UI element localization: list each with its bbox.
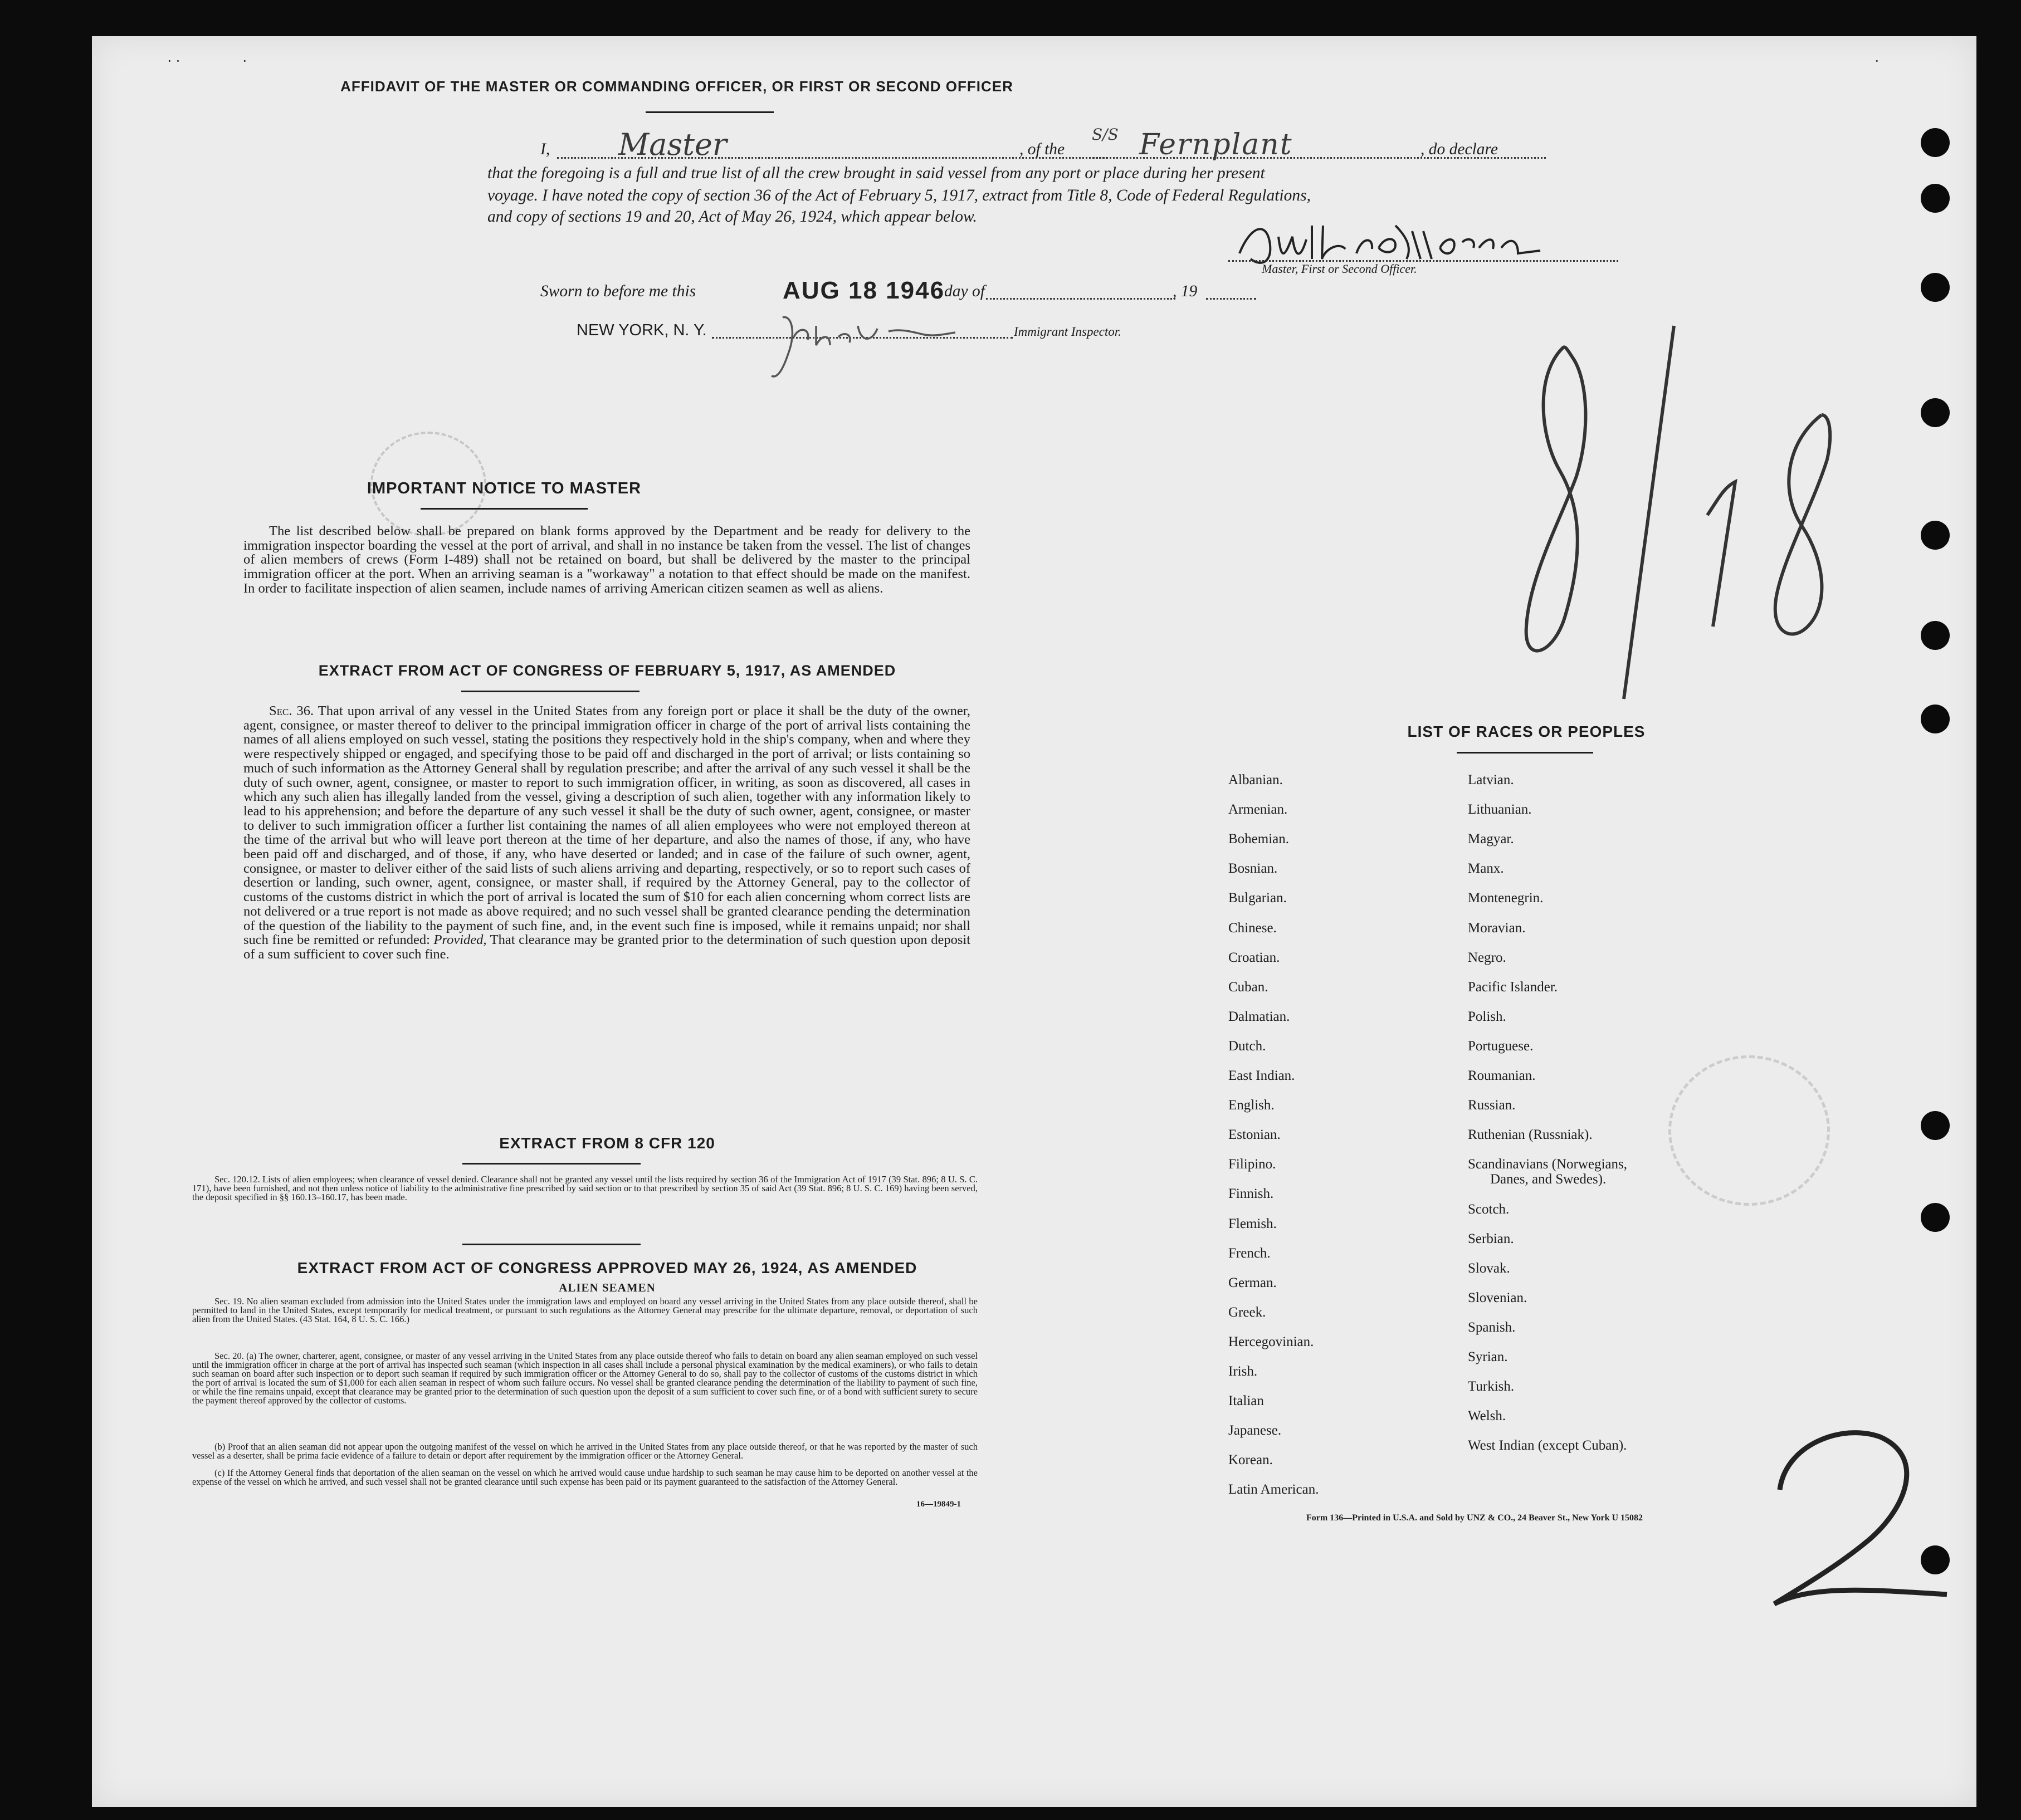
race-item: Bulgarian.	[1228, 891, 1287, 906]
race-item: Slovenian.	[1468, 1290, 1527, 1305]
race-item: Hercegovinian.	[1228, 1334, 1314, 1349]
binder-hole	[1921, 1111, 1950, 1140]
race-item: Magyar.	[1468, 831, 1514, 847]
affidavit-line-4: and copy of sections 19 and 20, Act of May 26, 1924, which appear below.	[487, 208, 977, 226]
date-stamp: AUG 18 1946	[783, 277, 945, 304]
form-code: 16—19849-1	[916, 1500, 961, 1509]
binder-hole	[1921, 704, 1950, 733]
race-item: Danes, and Swedes).	[1490, 1172, 1607, 1187]
race-item: Armenian.	[1228, 802, 1288, 818]
section-20a-text: Sec. 20. (a) The owner, charterer, agent, consignee, or master of any vessel arriving in the United States from any place outside thereof who fails to detain on board any alien seaman employed on such vessel until the immigration officer in charge at the port of arrival has inspected such seaman (which inspection in all cases shall include a personal physical examination by the medical examiners), or who fails to detain such seaman on board after such inspection or to deport such seaman if required by such immigration officer or the Attorney General to do so, shall pay to the collector of customs of the customs district in which the port of arrival is located the sum of $1,000 for each alien seaman in respect of whom such failure occurs. No vessel shall be granted clearance pending the determination of the liability to payment of such fine, or while the fine remains unpaid, except that clearance may be granted prior to the determination of such question upon the deposit of a sum sufficient to cover such fine, or of a bond with sufficient surety to secure the payment thereof approved by the collector of customs.	[192, 1351, 978, 1406]
race-item: Serbian.	[1468, 1231, 1514, 1246]
race-item: German.	[1228, 1275, 1277, 1290]
sworn-year: , 19	[1173, 282, 1198, 300]
affidavit-of-the: , of the	[1019, 140, 1065, 158]
document-sheet	[92, 36, 1976, 1807]
race-item: Finnish.	[1228, 1186, 1274, 1202]
race-item: Moravian.	[1468, 920, 1526, 936]
handwritten-vessel-prefix: S/S	[1092, 125, 1119, 144]
race-item: Welsh.	[1468, 1408, 1506, 1424]
act-1917-heading: EXTRACT FROM ACT OF CONGRESS OF FEBRUARY 5, 1917, AS AMENDED	[318, 662, 896, 679]
notice-heading: IMPORTANT NOTICE TO MASTER	[367, 480, 642, 497]
race-item: Italian	[1228, 1393, 1264, 1409]
affidavit-prefix: I,	[540, 140, 550, 158]
inspector-label: Immigrant Inspector.	[1014, 325, 1121, 339]
provided-word: Provided,	[433, 932, 487, 948]
race-item: Albanian.	[1228, 772, 1283, 787]
race-item: Negro.	[1468, 950, 1506, 965]
races-heading: LIST OF RACES OR PEOPLES	[1407, 723, 1646, 740]
margin-mark: ·	[242, 53, 247, 69]
race-item: Slovak.	[1468, 1260, 1510, 1276]
race-item: French.	[1228, 1245, 1271, 1261]
binder-hole	[1921, 273, 1950, 302]
race-item: Japanese.	[1228, 1423, 1282, 1439]
race-item: Croatian.	[1228, 950, 1280, 965]
faint-seal-stamp-right	[1668, 1055, 1830, 1206]
section-20c-text: (c) If the Attorney General finds that deportation of the alien seaman on the vessel on which he arrived would cause undue hardship to such seaman he may cause him to be deported on another vessel at the expense of the vessel on which he arrived, and such vessel shall not be granted clearance until such expense has been paid or its payment guaranteed to the satisfaction of the Attorney General.	[192, 1467, 978, 1487]
race-item: Pacific Islander.	[1468, 979, 1558, 995]
month-blank	[986, 298, 1175, 300]
divider	[421, 508, 588, 510]
section-19-text: Sec. 19. No alien seaman excluded from admission into the United States under the immigration laws and employed on board any vessel arriving in the United States from any place outside thereof, shall be permitted to land in the United States, except temporarily for medical treatment, or pursuant to such regulations as the Attorney General may prescribe for the ultimate departure, removal, or deportation of such alien from the United States. (43 Stat. 164, 8 U. S. C. 166.)	[192, 1296, 978, 1324]
binder-hole	[1921, 398, 1950, 427]
race-item: Dutch.	[1228, 1038, 1266, 1054]
section-label: Sec. 36.	[269, 703, 314, 718]
race-item: Portuguese.	[1468, 1038, 1534, 1054]
affidavit-heading: AFFIDAVIT OF THE MASTER OR COMMANDING OFFICER, OR FIRST OR SECOND OFFICER	[340, 78, 1013, 95]
signature-label: Master, First or Second Officer.	[1262, 262, 1417, 276]
handwritten-vessel-name: Fernplant	[1139, 128, 1293, 162]
race-item: Lithuanian.	[1468, 802, 1532, 818]
place: NEW YORK, N. Y.	[577, 321, 707, 339]
race-item: Korean.	[1228, 1452, 1273, 1468]
sworn-day-of: day of	[944, 282, 985, 300]
act-1917-body	[243, 704, 970, 962]
margin-mark: ·	[1874, 53, 1880, 69]
affidavit-line-2: that the foregoing is a full and true list of all the crew brought in said vessel from any port or place during her present	[487, 164, 1265, 182]
binder-hole	[1921, 184, 1950, 213]
handwritten-page-number	[1763, 1406, 1975, 1618]
race-item: English.	[1228, 1098, 1275, 1113]
notice-body: The list described below shall be prepared on blank forms approved by the Department and be ready for delivery to the immigration inspector boarding the vessel at the port of arrival, and shall in no instance be taken from the vessel. The list of changes of alien members of crews (Form I-489) shall not be retained on board, but shall be delivered by the master to the principal immigration officer at the port. When an arriving seaman is a "workaway" a notation to that effect should be made on the manifest. In order to facilitate inspection of alien seamen, include names of arriving American citizen seamen as well as aliens.	[243, 524, 970, 596]
cfr-body: Sec. 120.12. Lists of alien employees; when clearance of vessel denied. Clearance shall not be granted any vessel until the lists required by section 36 of the Immigration Act of 1917 (39 Stat. 896; 8 U. S. C. 171), have been furnished, and not then unless notice of liability to the administrative fine prescribed by said section or to that prescribed by section 35 of said Act (39 Stat. 896; 8 U. S. C. 169) having been served, the deposit specified in §§ 160.13–160.17, has been made.	[192, 1174, 978, 1202]
race-item: Polish.	[1468, 1009, 1506, 1024]
margin-mark: · ·	[167, 53, 180, 69]
binder-hole	[1921, 521, 1950, 550]
section-36-text-end: That clearance may be granted prior to the determination of such question upon deposit of a sum sufficient to cover such fine.	[243, 932, 971, 962]
divider	[461, 691, 640, 692]
sworn-prefix: Sworn to before me this	[540, 282, 696, 300]
race-item: Filipino.	[1228, 1157, 1276, 1172]
race-item: Turkish.	[1468, 1379, 1515, 1395]
race-item: West Indian (except Cuban).	[1468, 1438, 1627, 1454]
race-item: Cuban.	[1228, 979, 1268, 995]
year-blank	[1206, 298, 1256, 300]
act-1924-subheading: ALIEN SEAMEN	[559, 1281, 656, 1294]
binder-hole	[1921, 1203, 1950, 1232]
divider	[462, 1244, 641, 1245]
divider	[646, 111, 774, 113]
race-item: Bosnian.	[1228, 861, 1278, 877]
binder-hole	[1921, 128, 1950, 157]
race-item: Latvian.	[1468, 772, 1514, 787]
binder-hole	[1921, 621, 1950, 650]
race-item: Irish.	[1228, 1364, 1258, 1379]
race-item: Russian.	[1468, 1098, 1516, 1113]
race-item: Syrian.	[1468, 1349, 1508, 1364]
race-item: Latin American.	[1228, 1482, 1319, 1498]
divider	[1457, 752, 1593, 754]
act-1924-heading: EXTRACT FROM ACT OF CONGRESS APPROVED MAY 26, 1924, AS AMENDED	[297, 1259, 917, 1276]
race-item: Montenegrin.	[1468, 891, 1544, 906]
handwritten-date-mark	[1457, 315, 1874, 704]
affidavit-declare: , do declare	[1420, 140, 1498, 158]
form-footer: Form 136—Printed in U.S.A. and Sold by UNZ & CO., 24 Beaver St., New York U 15082	[1306, 1513, 1643, 1523]
race-item: Flemish.	[1228, 1216, 1277, 1231]
race-item: Estonian.	[1228, 1127, 1281, 1143]
race-item: Roumanian.	[1468, 1068, 1536, 1083]
divider	[462, 1163, 641, 1165]
affidavit-line-3: voyage. I have noted the copy of section 36 of the Act of February 5, 1917, extract from Title 8, Code of Federal Regulations,	[487, 187, 1311, 204]
race-item: Bohemian.	[1228, 831, 1290, 847]
race-item: East Indian.	[1228, 1068, 1295, 1083]
cfr-heading: EXTRACT FROM 8 CFR 120	[499, 1134, 715, 1152]
race-item: Spanish.	[1468, 1319, 1516, 1335]
inspector-signature	[760, 309, 1050, 387]
section-20b-text: (b) Proof that an alien seaman did not appear upon the outgoing manifest of the vessel on which he arrived in the United States from any place outside thereof, or that he was reported by the master of such vessel as a deserter, shall be prima facie evidence of a failure to detain or deport after requirement by the immigration officer or the Attorney General.	[192, 1441, 978, 1461]
race-item: Dalmatian.	[1228, 1009, 1290, 1024]
race-item: Ruthenian (Russniak).	[1468, 1127, 1593, 1143]
race-item: Scotch.	[1468, 1201, 1510, 1217]
race-item: Greek.	[1228, 1304, 1266, 1320]
race-item: Scandinavians (Norwegians,	[1468, 1157, 1628, 1172]
race-item: Manx.	[1468, 861, 1504, 877]
section-36-text: That upon arrival of any vessel in the United States from any foreign port or place it shall be the duty of the owner, agent, consignee, or master thereof to deliver to the principal immigration officer in charge of the port of arrival lists containing the names of all aliens employed on such vessel, stating the positions they respectively hold in the ship's company, when and where they were respectively shipped or engaged, and specifying those to be paid off and discharged in the port of arrival; or lists containing so much of such information as the Attorney General shall by regulation prescribe; and after the arrival of any such vessel it shall be the duty of such owner, agent, consignee, or master to report to such immigration officer, in writing, as soon as discovered, all cases in which any such alien has illegally landed from the vessel, giving a description of such alien, together with any information likely to lead to his apprehension; and before the departure of any such vessel it shall be the duty of such owner, agent, consignee, or master to deliver to such immigration officer a further list containing the names of all alien employees who were not employed thereon at the time of the arrival but who will leave port thereon at the time of her departure, and also the names of those, if any, who have been paid off and discharged, and of those, if any, who have deserted or landed; and in case of the failure of such owner, agent, consignee, or master to deliver either of the said lists of such aliens arriving and departing, respectively, or so to report such cases of desertion or landing, such owner, agent, consignee, or master shall, if required by the Attorney General, pay to the collector of customs of the customs district in which the port of arrival is located the sum of $10 for each alien concerning whom correct lists are not delivered or a true report is not made as above required; and no such vessel shall be granted clearance pending the determination of the question of the liability to the payment of such fine, and, in the event such fine is imposed, while it remains unpaid; nor shall such fine be remitted or refunded:	[243, 703, 970, 948]
race-item: Chinese.	[1228, 920, 1277, 936]
handwritten-name: Master	[618, 127, 727, 162]
